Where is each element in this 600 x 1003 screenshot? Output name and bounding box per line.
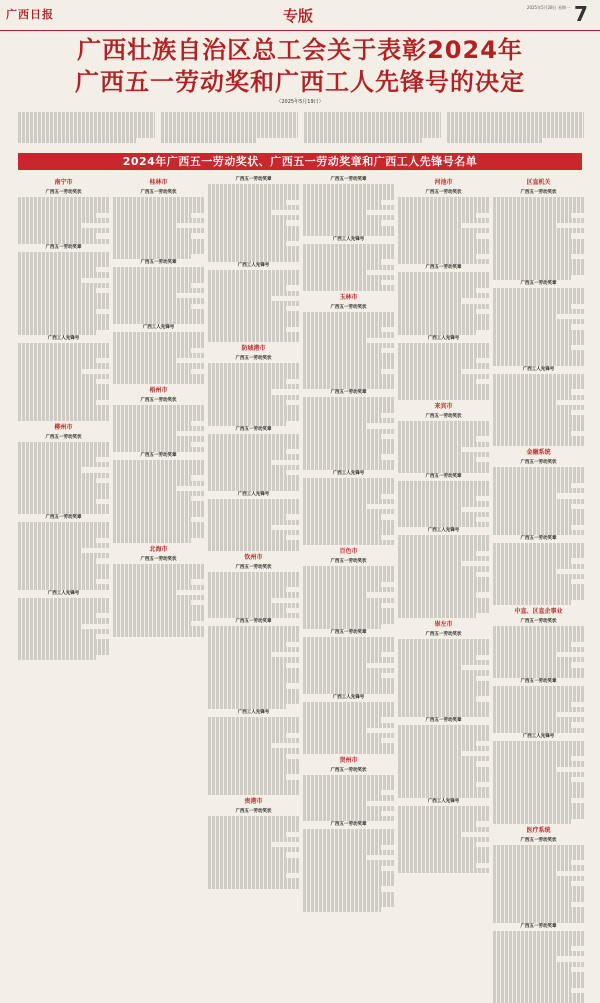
award-category-heading: 广西五一劳动奖状 (140, 556, 177, 562)
page-number: 7 (574, 2, 588, 26)
section-label: 专版 (283, 7, 314, 25)
list-entry-line (398, 395, 489, 400)
newspaper-logo: 广西日报 (6, 8, 54, 21)
award-category-heading: 广西工人先锋号 (332, 236, 365, 242)
list-column (208, 176, 299, 844)
list-entry-line (113, 319, 204, 324)
award-category-heading: 广西五一劳动奖状 (330, 767, 367, 773)
masthead (0, 0, 600, 31)
award-category-heading: 广西五一劳动奖状 (425, 632, 462, 638)
masthead-date: 2025年5月28日 星期一 (526, 5, 570, 10)
list-entry-line (113, 631, 204, 636)
list-entry-line (113, 447, 204, 452)
award-category-heading: 广西五一劳动奖章 (330, 390, 367, 396)
award-category-heading: 广西五一劳动奖状 (520, 837, 557, 843)
award-category-heading: 广西五一劳动奖章 (520, 535, 557, 541)
award-category-heading: 广西工人先锋号 (427, 335, 460, 341)
award-category-heading: 广西五一劳动奖状 (330, 559, 367, 565)
headline (0, 34, 600, 98)
list-entry-line (303, 285, 394, 290)
award-category-heading: 广西五一劳动奖章 (330, 822, 367, 828)
region-heading: 南宁市 (54, 179, 73, 186)
award-category-heading: 广西五一劳动奖状 (235, 809, 272, 815)
award-category-heading: 广西工人先锋号 (522, 366, 555, 372)
list-entry-line (303, 816, 394, 821)
list-entry-line (208, 337, 299, 342)
region-heading: 梧州市 (149, 387, 168, 395)
award-category-heading: 广西工人先锋号 (522, 733, 555, 739)
list-entry-line (208, 545, 299, 550)
award-category-heading: 广西工人先锋号 (237, 710, 270, 716)
award-category-heading: 广西五一劳动奖状 (520, 460, 557, 466)
intro-column (447, 112, 584, 148)
region-heading: 来宾市 (434, 402, 453, 410)
award-category-heading: 广西五一劳动奖状 (140, 398, 177, 404)
region-heading: 崇左市 (434, 621, 453, 629)
award-category-heading: 广西工人先锋号 (237, 491, 270, 497)
region-heading: 北海市 (149, 545, 168, 553)
award-category-heading: 广西五一劳动奖章 (425, 473, 462, 479)
list-entry-line (493, 998, 584, 1003)
award-category-heading: 广西五一劳动奖状 (520, 619, 557, 625)
award-category-heading: 广西五一劳动奖章 (235, 619, 272, 625)
award-category-heading: 广西五一劳动奖章 (520, 679, 557, 684)
award-category-heading: 广西五一劳动奖章 (520, 281, 557, 286)
list-entry-line (493, 819, 571, 824)
award-category-heading: 广西五一劳动奖章 (140, 452, 177, 458)
list-entry-line (208, 704, 286, 709)
list-entry-line (303, 540, 394, 545)
list-entry-line (208, 257, 299, 262)
region-heading: 贵港市 (244, 798, 263, 806)
award-category-heading: 广西五一劳动奖状 (520, 190, 557, 195)
award-category-heading: 广西五一劳动奖章 (45, 244, 82, 250)
list-entry-line (398, 868, 489, 873)
award-category-heading: 广西工人先锋号 (47, 335, 80, 341)
list-column (303, 176, 394, 844)
award-category-heading: 广西五一劳动奖章 (330, 177, 367, 182)
list-entry-line (303, 624, 381, 629)
list-entry-line (398, 712, 489, 717)
list-entry-line (18, 415, 109, 420)
list-entry-line (398, 613, 476, 618)
headline-line-1: 广西壮族自治区总工会关于表彰2024年 (77, 36, 523, 64)
award-category-heading: 广西工人先锋号 (427, 528, 460, 534)
region-heading: 金融系统 (526, 449, 551, 457)
award-category-heading: 广西五一劳动奖状 (235, 564, 272, 570)
region-heading: 钦州市 (244, 553, 263, 561)
list-entry-line (493, 441, 584, 446)
list-entry-line (493, 673, 584, 678)
list-entry-line (208, 790, 299, 795)
region-heading: 百色市 (339, 548, 358, 556)
list-entry-line (18, 239, 109, 244)
list-entry-line (398, 793, 489, 798)
list-entry-line (303, 907, 381, 912)
list-entry-line (208, 613, 299, 618)
list-entry-line (208, 884, 299, 889)
intro-column (18, 112, 155, 148)
list-entry-line (398, 467, 489, 472)
region-heading: 防城港市 (241, 345, 266, 353)
list-entry-line (18, 655, 96, 660)
list-banner: 2024年广西五一劳动奖状、广西五一劳动奖章和广西工人先锋号名单 (18, 153, 582, 170)
list-entry-line (18, 330, 96, 335)
list-entry-line (493, 917, 584, 922)
award-category-heading: 广西五一劳动奖章 (330, 629, 367, 635)
award-category-heading: 广西五一劳动奖章 (425, 718, 462, 724)
award-category-heading: 广西五一劳动奖状 (45, 434, 82, 440)
list-column (493, 176, 584, 929)
list-entry-line (113, 379, 204, 384)
award-category-heading: 广西工人先锋号 (47, 590, 80, 596)
award-category-heading: 广西五一劳动奖状 (235, 356, 272, 362)
list-entry-line (18, 584, 109, 589)
list-column (113, 176, 204, 844)
award-category-heading: 广西五一劳动奖状 (45, 190, 82, 195)
headline-line-2: 广西五一劳动奖和广西工人先锋号的决定 (75, 68, 525, 96)
list-entry-line (18, 509, 109, 514)
region-heading: 柳州市 (54, 423, 73, 431)
intro-column (161, 112, 298, 148)
list-entry-line (113, 254, 191, 259)
award-category-heading: 广西五一劳动奖章 (235, 426, 272, 432)
award-category-heading: 广西五一劳动奖章 (235, 177, 272, 182)
list-column (398, 176, 489, 844)
award-category-heading: 广西五一劳动奖状 (330, 304, 367, 310)
list-entry-line (303, 748, 394, 753)
intro-column (304, 112, 441, 148)
award-category-heading: 广西工人先锋号 (142, 325, 175, 331)
honoree-list (18, 176, 584, 929)
list-entry-line (303, 231, 394, 236)
award-category-heading: 广西五一劳动奖状 (140, 190, 177, 195)
region-heading: 中直、区直企事业 (514, 608, 563, 616)
award-category-heading: 广西五一劳动奖章 (45, 515, 82, 521)
list-entry-line (493, 275, 571, 280)
award-category-heading: 广西五一劳动奖章 (140, 260, 177, 266)
list-column (18, 176, 109, 844)
list-entry-line (113, 538, 191, 543)
award-category-heading: 广西五一劳动奖状 (425, 190, 462, 195)
region-heading: 区直机关 (526, 179, 551, 186)
region-heading: 贺州市 (339, 756, 358, 764)
list-entry-line (303, 689, 394, 694)
list-entry-line (208, 421, 286, 426)
region-heading: 玉林市 (339, 293, 358, 301)
list-entry-line (303, 465, 394, 470)
award-category-heading: 广西五一劳动奖章 (425, 265, 462, 271)
list-entry-line (493, 361, 584, 366)
list-entry-line (398, 522, 489, 527)
list-entry-line (398, 330, 476, 335)
list-entry-line (208, 486, 299, 491)
award-category-heading: 广西工人先锋号 (427, 798, 460, 804)
list-entry-line (493, 728, 584, 733)
award-category-heading: 广西五一劳动奖状 (425, 413, 462, 419)
region-heading: 河池市 (434, 179, 453, 186)
award-category-heading: 广西五一劳动奖章 (520, 923, 557, 929)
award-category-heading: 广西工人先锋号 (332, 694, 365, 700)
list-entry-line (303, 384, 394, 389)
intro-text (18, 112, 584, 148)
region-heading: 桂林市 (149, 179, 168, 186)
list-entry-line (398, 259, 489, 264)
region-heading: 医疗系统 (526, 826, 551, 834)
award-category-heading: 广西工人先锋号 (237, 262, 270, 268)
list-entry-line (493, 530, 584, 535)
award-category-heading: 广西工人先锋号 (332, 471, 365, 476)
list-entry-line (493, 600, 571, 605)
dateline: （2025年5月19日） (276, 99, 324, 105)
